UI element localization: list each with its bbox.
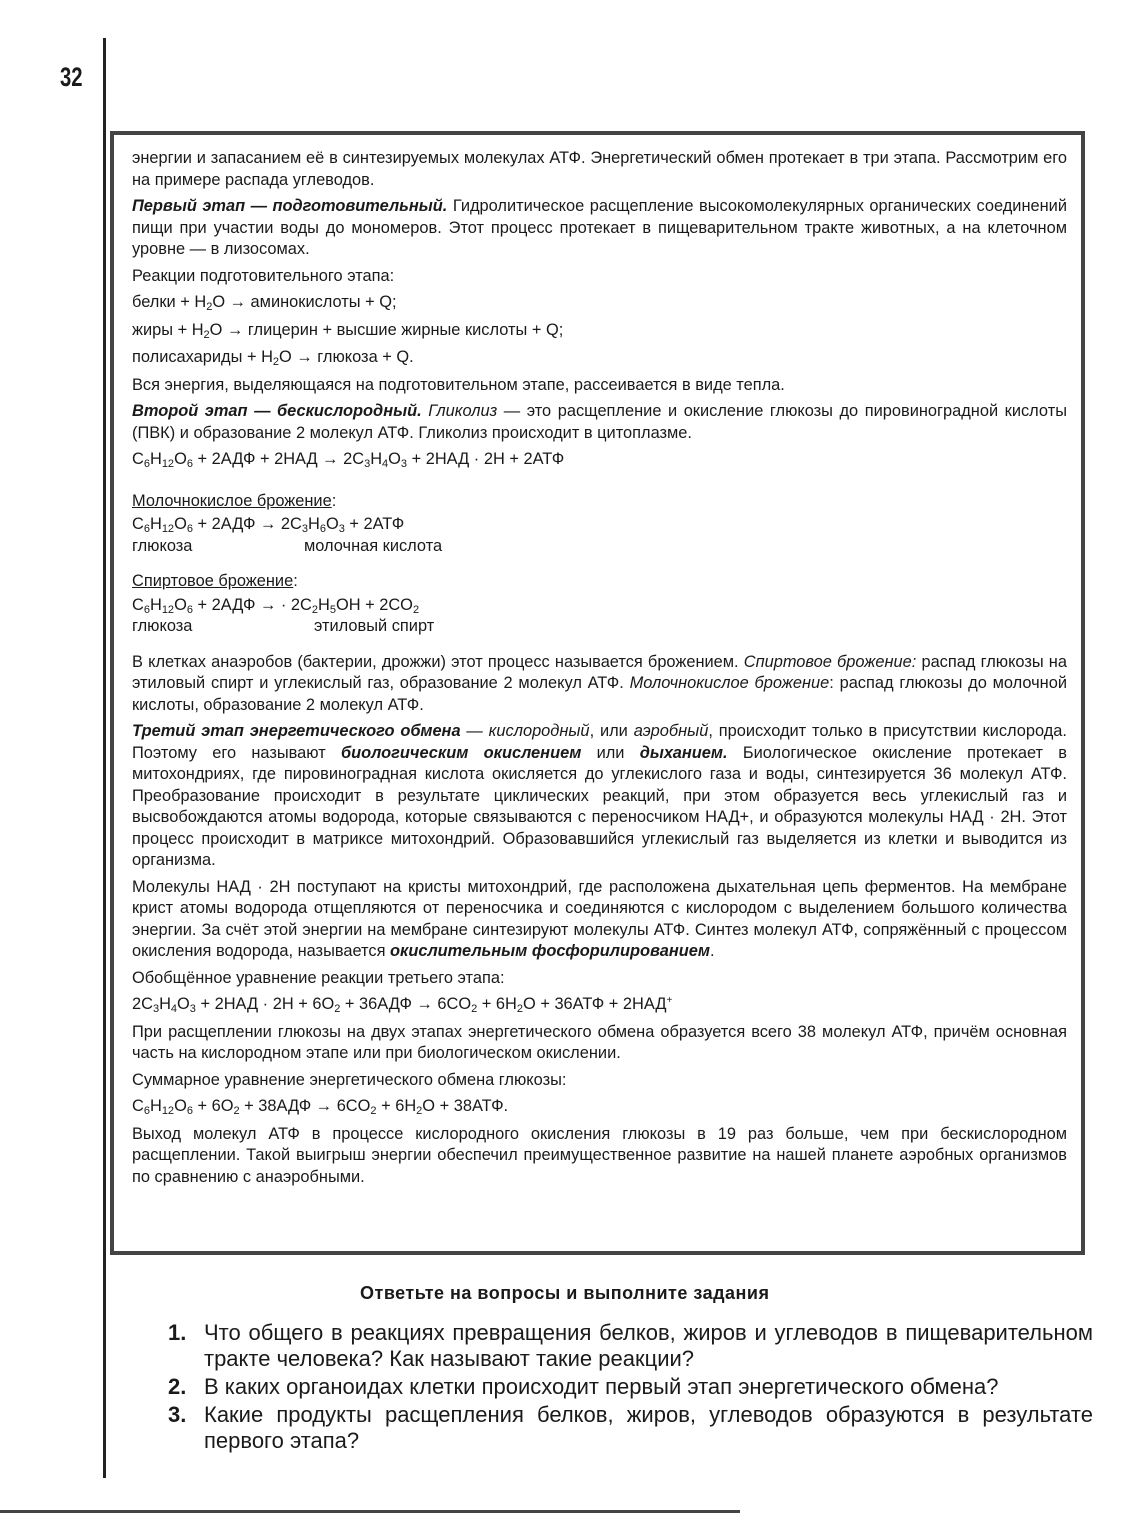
question-text: В каких органоидах клетки происходит первый этап энергетического обмена? bbox=[204, 1374, 999, 1399]
text: Гидролитическое расщепление высокомолекулярных органических соединений пищи при участии воды до мономеров. Этот процесс протекает в пищеварительном тракте животных, а на клеточном уровне — в лизосомах. bbox=[132, 197, 1067, 258]
paragraph: энергии и запасанием её в синтезируемых молекулах АТФ. Энергетический обмен протекает в три этапа. Рассмотрим его на примере распада углеводов. bbox=[132, 149, 1067, 189]
paragraph: Вся энергия, выделяющаяся на подготовительном этапе, рассеивается в виде тепла. bbox=[132, 375, 785, 394]
question-item bbox=[168, 1402, 1093, 1454]
equation-alcohol: $C_6H_{12}O_6 + 2АДФ$ → · $2C_2H_5OH + 2CO_2$ bbox=[132, 595, 420, 616]
questions-list bbox=[168, 1320, 1093, 1456]
bottom-rule bbox=[0, 1510, 740, 1513]
stage-heading: Второй этап — бескислородный. bbox=[132, 402, 422, 420]
page-number: 32 bbox=[60, 62, 83, 92]
label: глюкоза bbox=[132, 536, 193, 555]
equation-third-stage: $2C_3H_4O_3 + 2НАД \cdot 2Н + 6O_2 + 36АДФ \to 6CO_2 + 6H_2O + 36АТФ + 2НАД^+$ bbox=[132, 995, 673, 1015]
paragraph: Молекулы НАД · 2Н поступают на кристы митохондрий, где расположена дыхательная цепь ферментов. На мембране крист атомы водорода отщепляются от переносчика и соединяются с кислородом с выделением большого количества энергии. За счёт этой энергии на мембране синтезируют молекулы АТФ. Синтез молекул АТФ, сопряжённый с процессом окисления водорода, называется окислительным фосфорилированием. bbox=[132, 877, 1067, 960]
main-text bbox=[132, 148, 1067, 1193]
label: глюкоза bbox=[132, 617, 193, 635]
term: Гликолиз bbox=[421, 402, 498, 420]
question-number: 3. bbox=[168, 1402, 187, 1427]
questions-title: Ответьте на вопросы и выполните задания bbox=[360, 1283, 770, 1303]
paragraph bbox=[132, 401, 1067, 444]
paragraph: Выход молекул АТФ в процессе кислородного окисления глюкозы в 19 раз больше, чем при бескислородном расщеплении. Такой выигрыш энергии обеспечил преимущественное развитие на нашей планете аэробных организмов по сравнению с анаэробными. bbox=[132, 1124, 1067, 1186]
label: этиловый спирт bbox=[314, 617, 435, 635]
equation-labels bbox=[132, 536, 1067, 558]
label: молочная кислота bbox=[304, 536, 443, 555]
paragraph bbox=[132, 196, 1067, 261]
equation-glycolysis: $C_6H_{12}O_6 + 2АДФ + 2НАД \to 2C_3H_4O_3 + 2НАД \cdot 2Н + 2АТФ$ bbox=[132, 450, 565, 470]
question-item bbox=[168, 1320, 1093, 1372]
reaction: белки + $H_2O$ → аминокислоты + Q; bbox=[132, 293, 397, 313]
equation-lactic: $C_6H_{12}O_6 + 2АДФ \to 2C_3H_6O_3 + 2АТФ$ bbox=[132, 515, 405, 535]
stage-heading: Первый этап — подготовительный. bbox=[132, 197, 448, 215]
equation-labels bbox=[132, 616, 1067, 638]
paragraph: Третий этап энергетического обмена — кислородный, или аэробный, происходит только в присутствии кислорода. Поэтому его называют биологическим окислением или дыханием. Биологическое окисление протекает в митохондриях, где пировиноградная кислота окисляется до углекислого газа и воды, синтезируется 36 молекул АТФ. Преобразование происходит в результате циклических реакций, при этом образуется весь углекислый газ и высвобождаются атомы водорода, которые связываются с переносчиком НАД+, и образуются молекулы НАД · 2Н. Этот процесс происходит в матриксе митохондрий. Образовавшийся углекислый газ выделяется из клетки и выводится из организма. bbox=[132, 722, 1068, 869]
text: — это расщепление и окисление глюкозы до пировиноградной кислоты (ПВК) и образование 2 молекул АТФ. Гликолиз происходит в цитоплазме. bbox=[132, 402, 1067, 442]
paragraph: Реакции подготовительного этапа: bbox=[132, 266, 395, 285]
question-text: Какие продукты расщепления белков, жиров, углеводов образуются в результате первого этапа? bbox=[204, 1402, 1093, 1453]
margin-rule bbox=[103, 38, 106, 1478]
alcohol-heading: Спиртовое брожение: bbox=[132, 572, 298, 590]
question-number: 2. bbox=[168, 1374, 187, 1399]
paragraph: При расщеплении глюкозы на двух этапах энергетического обмена образуется всего 38 молекул АТФ, причём основная часть на кислородном этапе или при биологическом окислении. bbox=[132, 1022, 1067, 1062]
lactic-heading: Молочнокислое брожение: bbox=[132, 491, 337, 510]
equation-summary: $C_6H_{12}O_6 + 6O_2 + 38АДФ \to 6CO_2 + 6H_2O + 38АТФ$. bbox=[132, 1097, 509, 1117]
reaction: жиры + $H_2O$ → глицерин + высшие жирные кислоты + Q; bbox=[132, 320, 564, 341]
paragraph: Обобщённое уравнение реакции третьего этапа: bbox=[132, 968, 505, 987]
question-number: 1. bbox=[168, 1320, 187, 1345]
question-text: Что общего в реакциях превращения белков, жиров и углеводов в пищеварительном тракте человека? Как называют такие реакции? bbox=[204, 1320, 1093, 1371]
paragraph: Суммарное уравнение энергетического обмена глюкозы: bbox=[132, 1070, 567, 1089]
stage-heading: Третий этап энергетического обмена bbox=[132, 722, 461, 740]
reaction: полисахариды + $H_2O$ → глюкоза + Q. bbox=[132, 348, 414, 368]
question-item bbox=[168, 1374, 1093, 1400]
paragraph: В клетках анаэробов (бактерии, дрожжи) этот процесс называется брожением. Спиртовое брожение: распад глюкозы на этиловый спирт и углекислый газ, образование 2 молекул АТФ. Молочнокислое брожение: распад глюкозы до молочной кислоты, образование 2 молекул АТФ. bbox=[132, 652, 1067, 714]
